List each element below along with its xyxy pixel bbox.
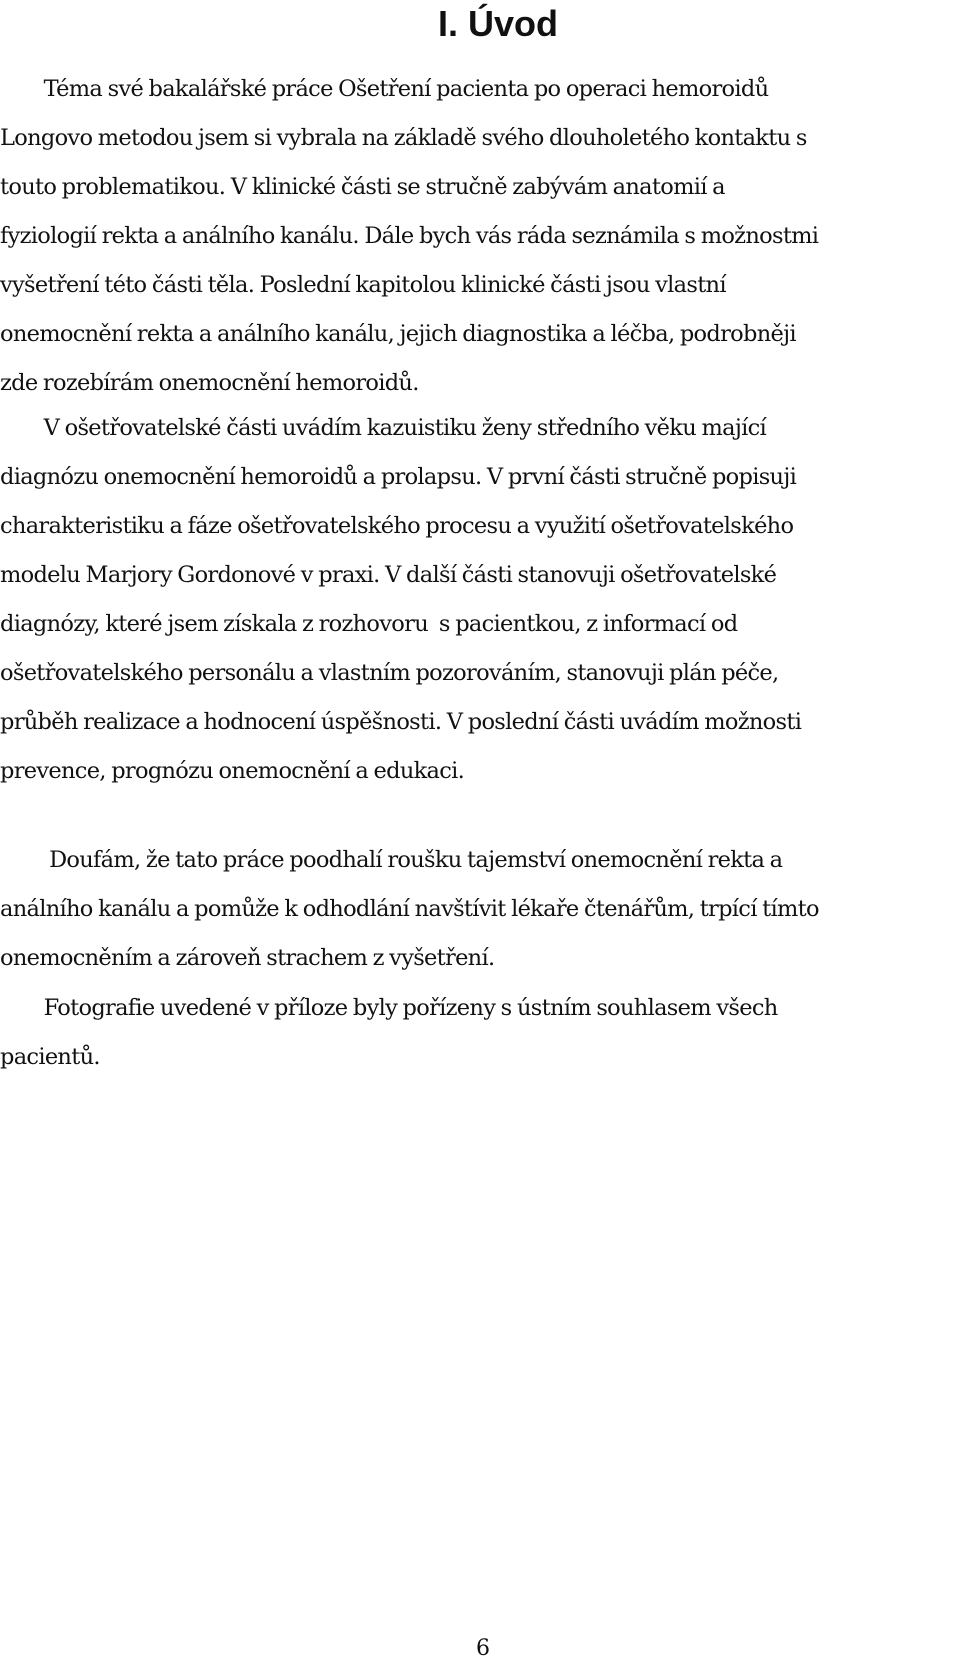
text-line: ošetřovatelského personálu a vlastním pozorováním, stanovuji plán péče,: [0, 660, 779, 686]
text-line: pacientů.: [0, 1044, 100, 1070]
text-line: modelu Marjory Gordonové v praxi. V další části stanovuji ošetřovatelské: [0, 562, 777, 588]
text-line: análního kanálu a pomůže k odhodlání navštívit lékaře čtenářům, trpící tímto: [0, 896, 819, 922]
text-line: onemocnění rekta a análního kanálu, jejich diagnostika a léčba, podrobněji: [0, 321, 796, 347]
text-line: Fotografie uvedené v příloze byly pořízeny s ústním souhlasem všech: [0, 995, 778, 1021]
text-line: charakteristiku a fáze ošetřovatelského procesu a využití ošetřovatelského: [0, 513, 794, 539]
text-line: prevence, prognózu onemocnění a edukaci.: [0, 758, 465, 784]
text-line: Téma své bakalářské práce Ošetření pacienta po operaci hemoroidů: [0, 76, 769, 102]
text-line: vyšetření této části těla. Poslední kapitolou klinické části jsou vlastní: [0, 272, 726, 298]
text-line: Longovo metodou jsem si vybrala na základě svého dlouholetého kontaktu s: [0, 125, 807, 151]
text-line: fyziologií rekta a análního kanálu. Dále bych vás ráda seznámila s možnostmi: [0, 223, 819, 249]
text-line: V ošetřovatelské části uvádím kazuistiku ženy středního věku mající: [0, 415, 766, 441]
text-line: zde rozebírám onemocnění hemoroidů.: [0, 370, 419, 396]
text-line: touto problematikou. V klinické části se stručně zabývám anatomií a: [0, 174, 725, 200]
paragraph-hope: [0, 836, 819, 983]
paragraph-nursing-part: [0, 404, 801, 796]
text-line: diagnózu onemocnění hemoroidů a prolapsu. V první části stručně popisuji: [0, 464, 797, 490]
text-line: průběh realizace a hodnocení úspěšnosti. V poslední části uvádím možnosti: [0, 709, 802, 735]
chapter-heading: I. Úvod: [437, 3, 558, 44]
paragraph-intro-topic: [0, 65, 818, 408]
text-line: Doufám, že tato práce poodhalí roušku tajemství onemocnění rekta a: [0, 847, 783, 873]
text-line: onemocněním a zároveň strachem z vyšetření.: [0, 945, 495, 971]
page-number: 6: [476, 1636, 490, 1661]
paragraph-photos-consent: [0, 984, 778, 1082]
text-line: diagnózy, které jsem získala z rozhovoru s pacientkou, z informací od: [0, 611, 738, 637]
